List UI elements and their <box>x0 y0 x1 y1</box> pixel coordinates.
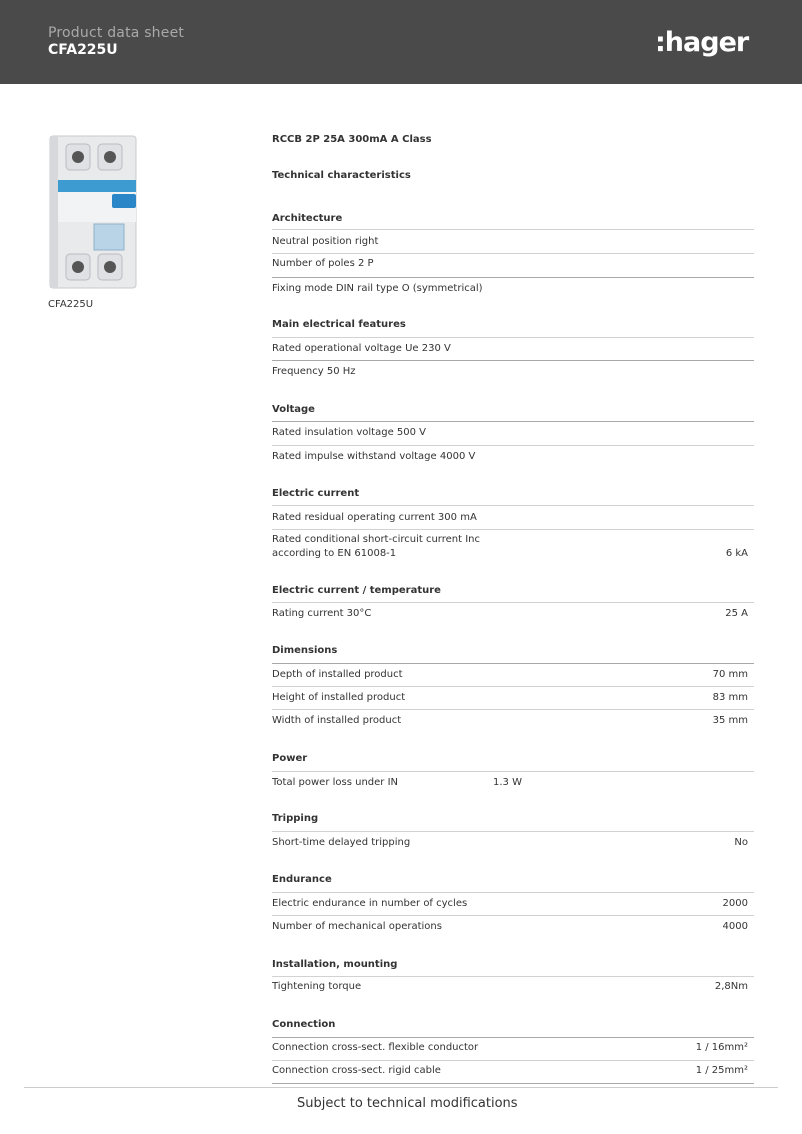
divider <box>272 915 754 916</box>
divider <box>272 892 754 893</box>
spec-label: Number of mechanical operations <box>272 921 442 932</box>
spec-label-line2: according to EN 61008-1 <box>272 548 397 559</box>
spec-label: Rated operational voltage Ue 230 V <box>272 343 451 354</box>
section-title-electric-current: Electric current <box>272 488 360 499</box>
spec-value: 4000 <box>722 921 748 932</box>
section-heading-technical: Technical characteristics <box>272 170 411 181</box>
divider <box>272 686 754 687</box>
section-title-dimensions: Dimensions <box>272 645 338 656</box>
logo-text: :hager <box>655 27 749 58</box>
spec-label: Rated insulation voltage 500 V <box>272 427 427 438</box>
spec-label: Frequency 50 Hz <box>272 366 356 377</box>
section-title-tripping: Tripping <box>272 813 319 824</box>
spec-value: 2000 <box>722 898 748 909</box>
product-image-caption: CFA225U <box>48 299 94 310</box>
spec-value: 70 mm <box>712 669 748 680</box>
divider <box>272 360 754 361</box>
spec-label: Connection cross-sect. flexible conductor <box>272 1042 479 1053</box>
divider <box>272 229 754 230</box>
section-title-voltage: Voltage <box>272 404 315 415</box>
spec-value: 25 A <box>725 608 748 619</box>
spec-label: Number of poles 2 P <box>272 258 374 269</box>
product-code: CFA225U <box>48 42 118 58</box>
hager-logo <box>655 20 755 60</box>
section-title-architecture: Architecture <box>272 213 343 224</box>
spec-value: 1.3 W <box>493 777 522 788</box>
product-title: RCCB 2P 25A 300mA A Class <box>272 134 432 145</box>
page-header <box>0 0 802 84</box>
spec-label: Width of installed product <box>272 715 402 726</box>
spec-label: Rating current 30°C <box>272 608 372 619</box>
section-title-connection: Connection <box>272 1019 336 1030</box>
divider <box>272 771 754 772</box>
spec-value: 83 mm <box>712 692 748 703</box>
section-title-installation: Installation, mounting <box>272 959 398 970</box>
divider <box>272 505 754 506</box>
divider <box>272 529 754 530</box>
spec-label: Rated residual operating current 300 mA <box>272 512 477 523</box>
spec-label: Neutral position right <box>272 236 379 247</box>
spec-value: 1 / 16mm² <box>695 1042 748 1053</box>
divider <box>272 831 754 832</box>
spec-value: 2,8Nm <box>714 981 748 992</box>
spec-value: 1 / 25mm² <box>695 1065 748 1076</box>
spec-label: Total power loss under IN <box>272 777 399 788</box>
spec-label-line1: Rated conditional short-circuit current Inc <box>272 534 481 545</box>
spec-label: Electric endurance in number of cycles <box>272 898 468 909</box>
spec-label: Depth of installed product <box>272 669 403 680</box>
divider <box>272 602 754 603</box>
footer-note: Subject to technical modifications <box>297 1096 518 1111</box>
footer-divider <box>24 1087 778 1088</box>
rccb-device-image <box>48 132 140 292</box>
section-title-current-temperature: Electric current / temperature <box>272 585 441 596</box>
divider <box>272 277 754 278</box>
spec-value: 6 kA <box>725 548 748 559</box>
divider <box>272 709 754 710</box>
divider <box>272 337 754 338</box>
divider <box>272 1037 754 1038</box>
spec-label: Connection cross-sect. rigid cable <box>272 1065 441 1076</box>
divider <box>272 445 754 446</box>
divider <box>272 1060 754 1061</box>
divider <box>272 976 754 977</box>
spec-label: Height of installed product <box>272 692 406 703</box>
divider <box>272 253 754 254</box>
section-title-endurance: Endurance <box>272 874 332 885</box>
divider <box>272 421 754 422</box>
section-title-main-electrical: Main electrical features <box>272 319 406 330</box>
section-title-power: Power <box>272 753 308 764</box>
document-type: Product data sheet <box>48 25 185 41</box>
spec-value: No <box>734 837 748 848</box>
divider <box>272 663 754 664</box>
spec-value: 35 mm <box>712 715 748 726</box>
spec-label: Tightening torque <box>272 981 362 992</box>
spec-label: Fixing mode DIN rail type O (symmetrical) <box>272 283 483 294</box>
spec-label: Short-time delayed tripping <box>272 837 411 848</box>
spec-row <box>272 534 754 564</box>
divider <box>272 1083 754 1084</box>
spec-label: Rated impulse withstand voltage 4000 V <box>272 451 476 462</box>
